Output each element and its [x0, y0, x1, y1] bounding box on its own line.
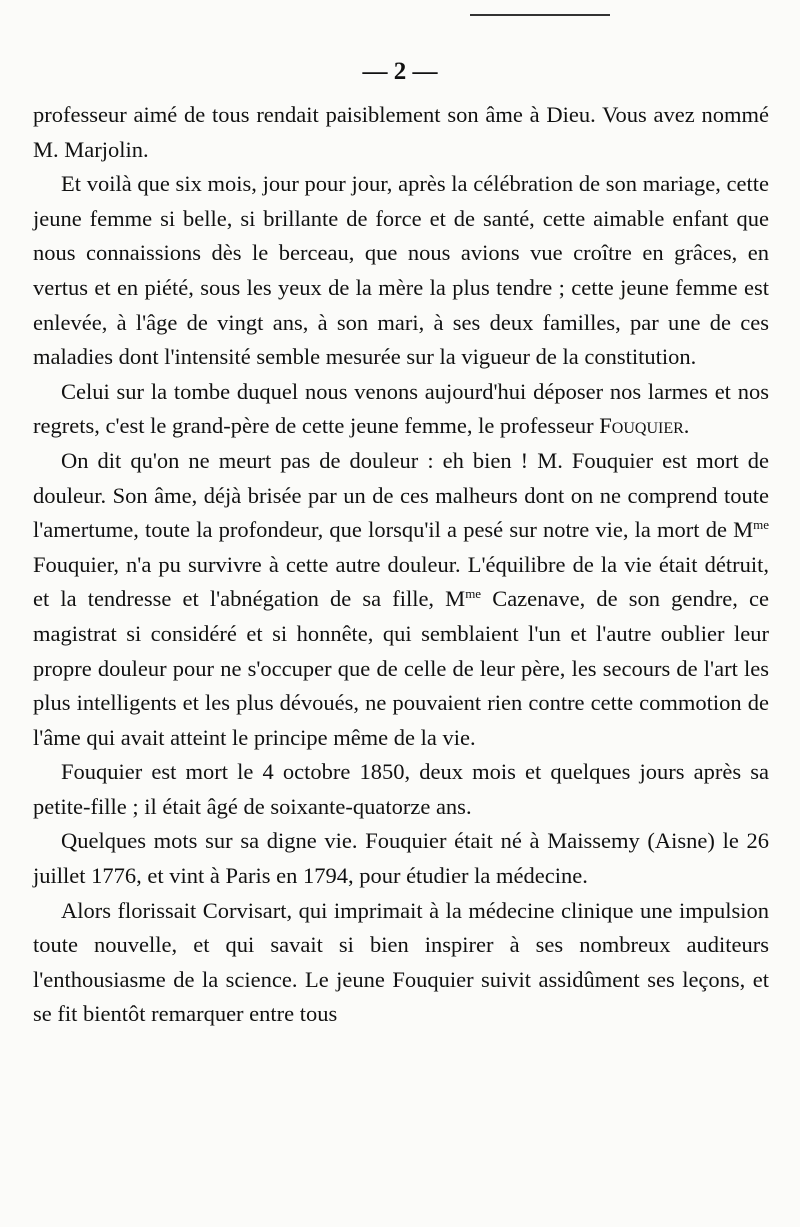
body-text — [33, 98, 769, 1032]
paragraph-text: On dit qu'on ne meurt pas de douleur : eh bien ! M. Fouquier est mort de douleur. Son âme, déjà brisée par un de ces malheurs dont on ne comprend toute l'amertume, toute la profondeur, que lorsqu'il a pesé sur notre vie, la mort de M — [33, 447, 769, 543]
superscript: me — [465, 586, 482, 602]
paragraph: Et voilà que six mois, jour pour jour, après la célébration de son mariage, cette jeune femme si belle, si brillante de force et de santé, cette aimable enfant que nous connaissions dès le berceau, que nous avions vue croître en grâces, en vertus et en piété, sous les yeux de la mère la plus tendre ; cette jeune femme est enlevée, à l'âge de vingt ans, à son mari, à ses deux familles, par une de ces maladies dont l'intensité semble mesurée sur la vigueur de la constitution. — [33, 171, 769, 370]
paragraph-continuation: professeur aimé de tous rendait paisiblement son âme à Dieu. Vous avez nommé M. Marjolin. — [33, 102, 769, 162]
paragraph: Quelques mots sur sa digne vie. Fouquier était né à Maissemy (Aisne) le 26 juillet 1776, et vint à Paris en 1794, pour étudier la médecine. — [33, 828, 769, 889]
page-number: — 2 — — [362, 58, 438, 85]
paragraph — [33, 444, 769, 755]
paragraph: Alors florissait Corvisart, qui imprimait à la médecine clinique une impulsion toute nouvelle, et qui savait si bien inspirer à ses nombreux auditeurs l'enthousiasme de la science. Le jeune Fouquier suivit assidûment ses leçons, et se fit bientôt remarquer entre tous — [33, 897, 769, 1027]
paragraph-text: . — [683, 413, 690, 439]
paragraph-text: Celui sur la tombe duquel nous venons aujourd'hui déposer nos larmes et nos regrets, c'est le grand-père de cette jeune femme, le professeur — [33, 378, 769, 439]
paragraph: Fouquier est mort le 4 octobre 1850, deux mois et quelques jours après sa petite-fille ; il était âgé de soixante-quatorze ans. — [33, 759, 769, 819]
paragraph-text: Fouquier, n'a pu survivre à cette autre douleur. L'équilibre de la vie était détruit, et la tendresse et l'abnégation de sa fille, M — [33, 551, 769, 612]
top-rule — [470, 14, 610, 16]
paragraph-text: Cazenave, de son gendre, ce magistrat si considéré et si honnête, qui semblaient l'un et l'autre oublier leur propre douleur pour ne s'occuper que de celle de leur père, les secours de l'art les plus intelligents et les plus dévoués, ne pouvaient rien contre cette commotion de l'âme qui avait atteint le principe même de la vie. — [33, 586, 770, 750]
paragraph — [33, 375, 769, 444]
superscript: me — [753, 517, 769, 533]
person-name: Fouquier — [599, 413, 684, 439]
